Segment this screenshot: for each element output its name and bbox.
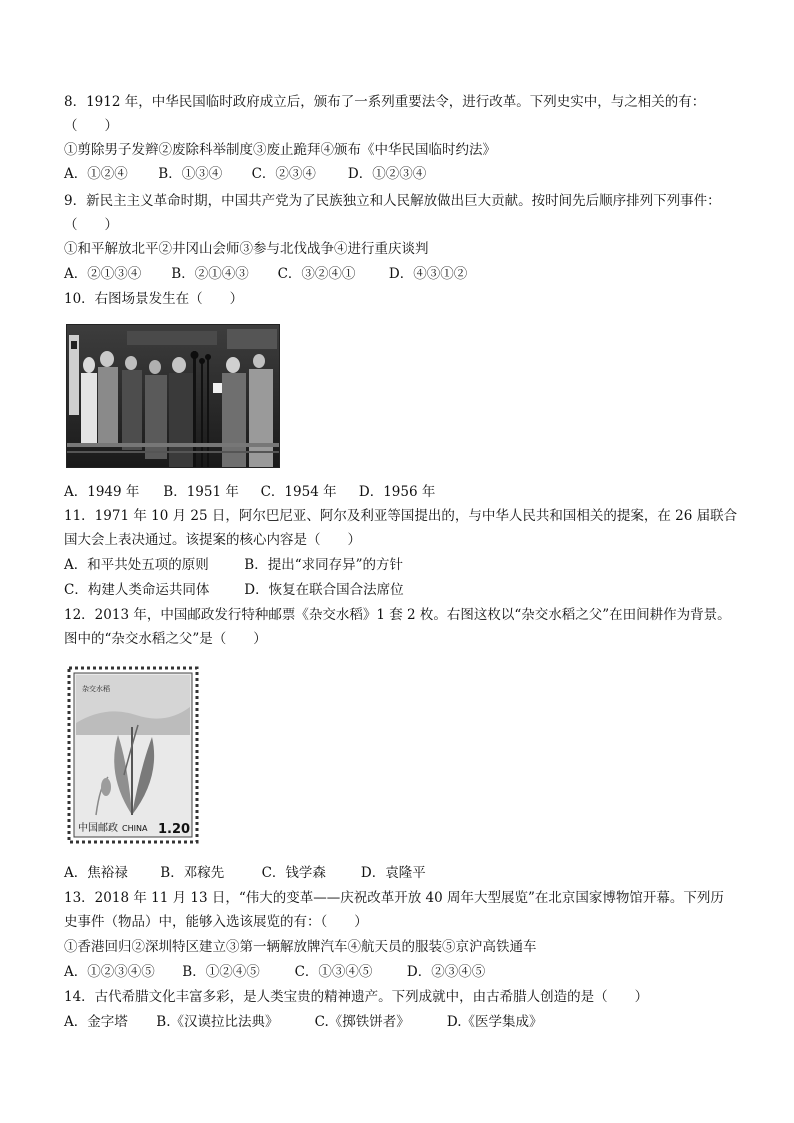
q9-option-c: C．③②④① — [277, 266, 356, 282]
q13-stem-line2: 史事件（物品）中，能够入选该展览的有：（ ） — [64, 914, 368, 930]
q9-option-a: A．②①③④ — [64, 266, 142, 282]
q8-option-b: B．①③④ — [158, 166, 223, 182]
q13-option-b: B．①②④⑤ — [182, 964, 260, 980]
q8-option-a: A．①②④ — [64, 166, 128, 182]
q14-option-b: B.《汉谟拉比法典》 — [156, 1014, 279, 1030]
q13-option-a: A．①②③④⑤ — [64, 964, 155, 980]
q11-option-a: A．和平共处五项的原则 — [64, 557, 209, 573]
q8-stem: 8．1912 年，中华民国临时政府成立后，颁布了一系列重要法令，进行改革。下列史实中，与之相关的有： — [64, 94, 706, 110]
q9-option-d: D．④③①② — [388, 266, 468, 282]
q10-options — [64, 483, 734, 501]
q14-option-a: A．金字塔 — [64, 1014, 128, 1030]
q11-option-c: C．构建人类命运共同体 — [64, 582, 210, 598]
q12-option-a: A．焦裕禄 — [64, 865, 128, 881]
q11-option-b: B．提出“求同存异”的方针 — [244, 557, 404, 573]
founding-ceremony-photo — [66, 324, 280, 468]
q11-options-row2 — [64, 581, 734, 599]
q11-stem-line2: 国大会上表决通过。该提案的核心内容是（ ） — [64, 532, 361, 548]
q13-items: ①香港回归②深圳特区建立③第一辆解放牌汽车④航天员的服装⑤京沪高铁通车 — [64, 939, 537, 955]
q8-answer-paren: （ ） — [64, 118, 118, 134]
q12-option-c: C．钱学森 — [261, 865, 326, 881]
q11-options-row1 — [64, 556, 734, 574]
stamp-country-text: 中国邮政 — [78, 823, 118, 834]
q11-option-d: D．恢复在联合国合法席位 — [244, 582, 404, 598]
q8-options — [64, 165, 734, 183]
q10-option-b: B．1951 年 — [163, 484, 239, 500]
q14-options — [64, 1013, 734, 1031]
q14-option-d: D.《医学集成》 — [446, 1014, 543, 1030]
stamp-country-en-text: CHINA — [122, 824, 148, 833]
q13-option-c: C．①③④⑤ — [294, 964, 373, 980]
q9-answer-paren: （ ） — [64, 217, 118, 233]
hybrid-rice-stamp — [66, 665, 200, 845]
q12-stem-line1: 12．2013 年，中国邮政发行特种邮票《杂交水稻》1 套 2 枚。右图这枚以“杂交水稻之父”在田间耕作为背景。 — [64, 607, 731, 623]
q13-option-d: D．②③④⑤ — [406, 964, 486, 980]
q12-stem-line2: 图中的“杂交水稻之父”是（ ） — [64, 631, 267, 647]
q10-stem: 10．右图场景发生在（ ） — [64, 291, 244, 307]
q9-stem: 9．新民主主义革命时期，中国共产党为了民族独立和人民解放做出巨大贡献。按时间先后顺序排列下列事件： — [64, 193, 721, 209]
q10-option-a: A．1949 年 — [64, 484, 140, 500]
stamp-title-text: 杂交水稻 — [82, 685, 110, 693]
q10-option-d: D．1956 年 — [358, 484, 436, 500]
q8-items: ①剪除男子发辫②废除科举制度③废止跪拜④颁布《中华民国临时约法》 — [64, 142, 496, 158]
q13-options — [64, 963, 734, 981]
q9-option-b: B．②①④③ — [171, 266, 249, 282]
q14-stem: 14．古代希腊文化丰富多彩，是人类宝贵的精神遗产。下列成就中，由古希腊人创造的是（ ） — [64, 989, 649, 1005]
q12-option-b: B．邓稼先 — [160, 865, 225, 881]
q10-option-c: C．1954 年 — [260, 484, 337, 500]
stamp-value-text: 1.20 — [158, 822, 191, 837]
q14-option-c: C.《掷铁饼者》 — [314, 1014, 410, 1030]
q8-option-d: D．①②③④ — [347, 166, 427, 182]
q12-options — [64, 864, 734, 882]
q9-options — [64, 265, 734, 283]
q8-option-c: C．②③④ — [251, 166, 316, 182]
q12-option-d: D．袁隆平 — [360, 865, 426, 881]
q9-items: ①和平解放北平②井冈山会师③参与北伐战争④进行重庆谈判 — [64, 241, 429, 257]
q11-stem-line1: 11．1971 年 10 月 25 日，阿尔巴尼亚、阿尔及利亚等国提出的，与中华人民共和国相关的提案，在 26 届联合 — [64, 508, 738, 524]
q13-stem-line1: 13．2018 年 11 月 13 日，“伟大的变革——庆祝改革开放 40 周年大型展览”在北京国家博物馆开幕。下列历 — [64, 890, 724, 906]
